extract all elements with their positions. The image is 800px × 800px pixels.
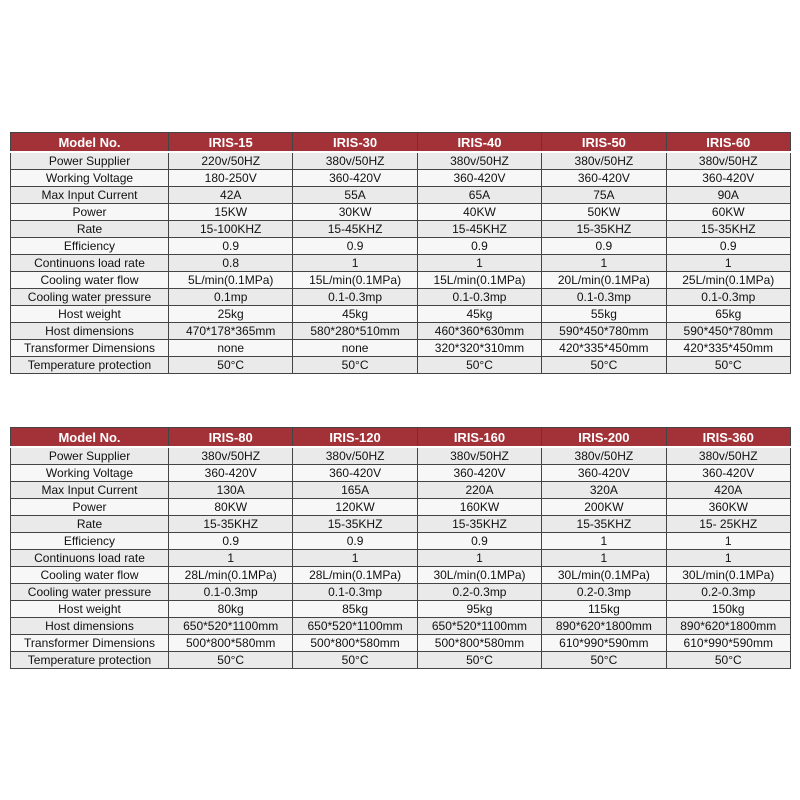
spec-value: 1 [417, 550, 541, 567]
spec-value: 220v/50HZ [169, 152, 293, 170]
model-name-header: IRIS-160 [417, 428, 541, 448]
spec-value: 0.1-0.3mp [666, 289, 790, 306]
spec-label: Max Input Current [11, 482, 169, 499]
spec-value: 650*520*1100mm [169, 618, 293, 635]
spec-value: 50°C [169, 652, 293, 669]
spec-value: 420A [666, 482, 790, 499]
spec-label: Cooling water flow [11, 272, 169, 289]
spec-value: 30L/min(0.1MPa) [542, 567, 666, 584]
table-row [11, 272, 791, 289]
spec-label: Continuons load rate [11, 255, 169, 272]
spec-label: Working Voltage [11, 170, 169, 187]
spec-table-iris-15-60 [10, 132, 791, 374]
spec-value: 80kg [169, 601, 293, 618]
spec-value: 0.2-0.3mp [542, 584, 666, 601]
model-no-header: Model No. [11, 133, 169, 153]
spec-value: 15L/min(0.1MPa) [417, 272, 541, 289]
spec-value: 1 [666, 533, 790, 550]
spec-value: 130A [169, 482, 293, 499]
spec-label: Efficiency [11, 238, 169, 255]
spec-table-iris-80-360 [10, 427, 791, 669]
spec-value: 30L/min(0.1MPa) [417, 567, 541, 584]
spec-value: 0.2-0.3mp [417, 584, 541, 601]
spec-value: 360-420V [293, 170, 417, 187]
spec-value: 590*450*780mm [542, 323, 666, 340]
spec-label: Cooling water pressure [11, 584, 169, 601]
spec-label: Temperature protection [11, 357, 169, 374]
spec-value: 1 [542, 533, 666, 550]
spec-value: 220A [417, 482, 541, 499]
model-name-header: IRIS-50 [542, 133, 666, 153]
table-row [11, 516, 791, 533]
spec-value: 20L/min(0.1MPa) [542, 272, 666, 289]
spec-value: 360-420V [417, 465, 541, 482]
spec-value: 360-420V [666, 170, 790, 187]
spec-value: 500*800*580mm [293, 635, 417, 652]
spec-value: 380v/50HZ [293, 152, 417, 170]
spec-value: 650*520*1100mm [417, 618, 541, 635]
spec-value: 320*320*310mm [417, 340, 541, 357]
table-row [11, 447, 791, 465]
table-row [11, 601, 791, 618]
spec-label: Efficiency [11, 533, 169, 550]
spec-label: Host weight [11, 601, 169, 618]
spec-label: Continuons load rate [11, 550, 169, 567]
table-row [11, 289, 791, 306]
spec-value: 25kg [169, 306, 293, 323]
spec-value: 0.1-0.3mp [293, 289, 417, 306]
model-name-header: IRIS-80 [169, 428, 293, 448]
table-row [11, 238, 791, 255]
spec-value: 500*800*580mm [417, 635, 541, 652]
table-row [11, 550, 791, 567]
table-row [11, 584, 791, 601]
spec-value: 1 [293, 255, 417, 272]
spec-label: Host dimensions [11, 323, 169, 340]
spec-value: 0.1-0.3mp [542, 289, 666, 306]
table-row [11, 635, 791, 652]
spec-value: 380v/50HZ [417, 447, 541, 465]
table-row [11, 652, 791, 669]
spec-value: 50°C [666, 357, 790, 374]
spec-value: 15-45KHZ [417, 221, 541, 238]
table-row [11, 567, 791, 584]
spec-value: 890*620*1800mm [666, 618, 790, 635]
table-row [11, 170, 791, 187]
spec-value: 30KW [293, 204, 417, 221]
spec-value: 0.9 [169, 238, 293, 255]
spec-value: 0.9 [417, 238, 541, 255]
spec-value: 28L/min(0.1MPa) [169, 567, 293, 584]
spec-value: 25L/min(0.1MPa) [666, 272, 790, 289]
header-row [11, 133, 791, 153]
spec-value: 360KW [666, 499, 790, 516]
spec-label: Power Supplier [11, 447, 169, 465]
model-name-header: IRIS-360 [666, 428, 790, 448]
spec-value: 360-420V [542, 170, 666, 187]
spec-value: 0.9 [417, 533, 541, 550]
table-row [11, 187, 791, 204]
spec-value: 380v/50HZ [169, 447, 293, 465]
spec-value: 360-420V [293, 465, 417, 482]
spec-value: 180-250V [169, 170, 293, 187]
table-header [11, 428, 791, 448]
spec-value: 5L/min(0.1MPa) [169, 272, 293, 289]
spec-value: 610*990*590mm [542, 635, 666, 652]
spec-value: 45kg [293, 306, 417, 323]
table-row [11, 221, 791, 238]
spec-value: 360-420V [666, 465, 790, 482]
table-row [11, 323, 791, 340]
spec-value: 890*620*1800mm [542, 618, 666, 635]
spec-label: Power [11, 499, 169, 516]
model-name-header: IRIS-200 [542, 428, 666, 448]
spec-value: 15-35KHZ [542, 516, 666, 533]
spec-value: 380v/50HZ [542, 447, 666, 465]
spec-value: 50KW [542, 204, 666, 221]
spec-value: 0.1-0.3mp [417, 289, 541, 306]
spec-value: 15-35KHZ [666, 221, 790, 238]
model-name-header: IRIS-120 [293, 428, 417, 448]
spec-value: 1 [169, 550, 293, 567]
spec-label: Host weight [11, 306, 169, 323]
table-row [11, 618, 791, 635]
spec-value: 55kg [542, 306, 666, 323]
spec-value: 120KW [293, 499, 417, 516]
spec-value: 55A [293, 187, 417, 204]
model-name-header: IRIS-60 [666, 133, 790, 153]
spec-label: Cooling water flow [11, 567, 169, 584]
spec-label: Working Voltage [11, 465, 169, 482]
spec-value: 15-35KHZ [542, 221, 666, 238]
table-row [11, 306, 791, 323]
spec-value: 360-420V [169, 465, 293, 482]
spec-value: 50°C [417, 357, 541, 374]
spec-label: Max Input Current [11, 187, 169, 204]
spec-value: 320A [542, 482, 666, 499]
spec-label: Power Supplier [11, 152, 169, 170]
table-row [11, 255, 791, 272]
spec-value: 580*280*510mm [293, 323, 417, 340]
spec-label: Transformer Dimensions [11, 340, 169, 357]
spec-value: 50°C [293, 652, 417, 669]
spec-value: 1 [542, 550, 666, 567]
spec-value: 500*800*580mm [169, 635, 293, 652]
spec-value: 50°C [169, 357, 293, 374]
spec-label: Temperature protection [11, 652, 169, 669]
spec-value: 200KW [542, 499, 666, 516]
spec-value: 42A [169, 187, 293, 204]
table-row [11, 204, 791, 221]
model-no-header: Model No. [11, 428, 169, 448]
spec-value: 50°C [293, 357, 417, 374]
spec-value: 15-35KHZ [293, 516, 417, 533]
spec-label: Cooling water pressure [11, 289, 169, 306]
spec-value: 150kg [666, 601, 790, 618]
spec-label: Rate [11, 516, 169, 533]
spec-value: none [169, 340, 293, 357]
spec-value: 45kg [417, 306, 541, 323]
model-name-header: IRIS-30 [293, 133, 417, 153]
spec-value: 380v/50HZ [417, 152, 541, 170]
table-row [11, 357, 791, 374]
spec-label: Transformer Dimensions [11, 635, 169, 652]
spec-label: Power [11, 204, 169, 221]
spec-value: 0.2-0.3mp [666, 584, 790, 601]
spec-value: 65kg [666, 306, 790, 323]
spec-value: 50°C [542, 357, 666, 374]
spec-value: 0.9 [666, 238, 790, 255]
spec-value: 590*450*780mm [666, 323, 790, 340]
spec-value: 360-420V [417, 170, 541, 187]
header-row [11, 428, 791, 448]
spec-value: 420*335*450mm [542, 340, 666, 357]
spec-value: 0.9 [169, 533, 293, 550]
spec-value: 115kg [542, 601, 666, 618]
spec-value: 65A [417, 187, 541, 204]
spec-value: 90A [666, 187, 790, 204]
spec-value: 650*520*1100mm [293, 618, 417, 635]
spec-value: 50°C [666, 652, 790, 669]
table-header [11, 133, 791, 153]
spec-value: 15-35KHZ [417, 516, 541, 533]
spec-value: 60KW [666, 204, 790, 221]
spec-value: none [293, 340, 417, 357]
spec-value: 1 [666, 550, 790, 567]
spec-value: 0.1-0.3mp [293, 584, 417, 601]
spec-value: 80KW [169, 499, 293, 516]
spec-label: Rate [11, 221, 169, 238]
table-body [11, 447, 791, 669]
spec-value: 15L/min(0.1MPa) [293, 272, 417, 289]
spec-value: 0.1mp [169, 289, 293, 306]
spec-value: 15-35KHZ [169, 516, 293, 533]
spec-value: 15-45KHZ [293, 221, 417, 238]
table-row [11, 152, 791, 170]
spec-value: 380v/50HZ [293, 447, 417, 465]
spec-value: 160KW [417, 499, 541, 516]
spec-value: 30L/min(0.1MPa) [666, 567, 790, 584]
table-row [11, 340, 791, 357]
spec-value: 0.9 [293, 238, 417, 255]
table-row [11, 482, 791, 499]
spec-value: 75A [542, 187, 666, 204]
spec-value: 380v/50HZ [666, 447, 790, 465]
spec-value: 1 [293, 550, 417, 567]
spec-value: 610*990*590mm [666, 635, 790, 652]
spec-value: 85kg [293, 601, 417, 618]
model-name-header: IRIS-15 [169, 133, 293, 153]
spec-value: 15KW [169, 204, 293, 221]
spec-value: 0.9 [542, 238, 666, 255]
spec-value: 420*335*450mm [666, 340, 790, 357]
spec-value: 470*178*365mm [169, 323, 293, 340]
spec-value: 380v/50HZ [666, 152, 790, 170]
spec-value: 15- 25KHZ [666, 516, 790, 533]
spec-value: 0.8 [169, 255, 293, 272]
table-row [11, 465, 791, 482]
table-row [11, 533, 791, 550]
spec-value: 1 [417, 255, 541, 272]
table-body [11, 152, 791, 374]
spec-value: 28L/min(0.1MPa) [293, 567, 417, 584]
spec-value: 50°C [417, 652, 541, 669]
spec-value: 40KW [417, 204, 541, 221]
spec-value: 165A [293, 482, 417, 499]
spec-value: 360-420V [542, 465, 666, 482]
spec-value: 1 [666, 255, 790, 272]
spec-value: 0.1-0.3mp [169, 584, 293, 601]
spec-value: 1 [542, 255, 666, 272]
model-name-header: IRIS-40 [417, 133, 541, 153]
spec-value: 460*360*630mm [417, 323, 541, 340]
table-row [11, 499, 791, 516]
spec-value: 15-100KHZ [169, 221, 293, 238]
spec-value: 0.9 [293, 533, 417, 550]
spec-label: Host dimensions [11, 618, 169, 635]
spec-value: 380v/50HZ [542, 152, 666, 170]
spec-value: 50°C [542, 652, 666, 669]
spec-value: 95kg [417, 601, 541, 618]
